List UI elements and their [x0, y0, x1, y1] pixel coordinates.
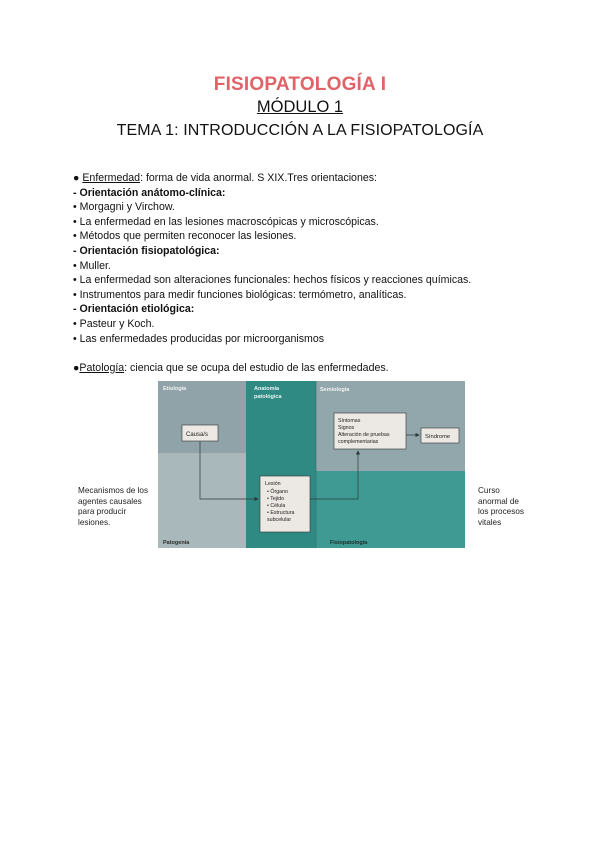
- term-patologia: Patología: [79, 361, 125, 374]
- list-item: • Morgagni y Virchow.: [73, 201, 175, 214]
- pathology-diagram: [158, 381, 465, 548]
- label-etiologia: Etiología: [163, 386, 187, 392]
- topic-title: TEMA 1: INTRODUCCIÓN A LA FISIOPATOLOGÍA: [116, 122, 484, 139]
- text-sindrome: Síndrome: [425, 434, 451, 440]
- list-item: • Instrumentos para medir funciones biológicas: termómetro, analíticas.: [73, 288, 407, 301]
- label-fisiopatologia: Fisiopatología: [330, 540, 368, 546]
- region-fisiopatologia: [316, 471, 465, 548]
- bullet: ●: [73, 172, 80, 184]
- text-sintomas-0: Síntomas: [338, 418, 361, 424]
- label-anatomia-1: Anatomía: [254, 386, 280, 392]
- text-sintomas-1: Signos: [338, 425, 355, 431]
- term-enfermedad: Enfermedad: [82, 172, 141, 184]
- bullet: ●: [73, 361, 80, 374]
- label-patogenia: Patogenia: [163, 540, 190, 546]
- course-title: FISIOPATOLOGÍA I: [213, 74, 387, 95]
- text-sintomas-2: Alteración de pruebas: [338, 432, 390, 438]
- patologia-definition: [73, 361, 543, 376]
- text-causas: Causa/s: [186, 432, 209, 438]
- enfermedad-definition: [73, 171, 543, 186]
- list-item: • La enfermedad en las lesiones macroscópicas y microscópicas.: [73, 215, 379, 228]
- text-lesion-2: • Tejido: [267, 496, 285, 502]
- list-item: • Las enfermedades producidas por microorganismos: [73, 332, 325, 345]
- list-item: • Métodos que permiten reconocer las lesiones.: [73, 230, 297, 243]
- document-body: [73, 171, 543, 375]
- text-lesion-1: • Órgano: [267, 489, 288, 495]
- text-sintomas-3: complementarias: [338, 439, 379, 445]
- text-lesion-5: subcelular: [267, 517, 292, 523]
- module-title: MÓDULO 1: [256, 98, 344, 116]
- text-lesion-0: Lesión: [265, 481, 281, 487]
- text-lesion-4: • Estructura: [267, 510, 295, 516]
- definition-text: : forma de vida anormal. S XIX.Tres orientaciones:: [140, 172, 377, 184]
- section-heading: - Orientación fisiopatológica:: [73, 244, 220, 257]
- label-anatomia-2: patológica: [254, 394, 282, 400]
- section-heading: - Orientación anátomo-clínica:: [73, 186, 226, 199]
- label-semiologia: Semiología: [320, 387, 350, 393]
- left-note: Mecanismos de los agentes causales para producir lesiones.: [78, 486, 149, 527]
- section-heading: - Orientación etiológica:: [73, 303, 195, 316]
- region-patogenia: [158, 453, 246, 548]
- definition-text: : ciencia que se ocupa del estudio de las enfermedades.: [124, 361, 389, 374]
- list-item: • Muller.: [73, 259, 111, 272]
- right-note: Curso anormal de los procesos vitales: [478, 486, 524, 527]
- list-item: • Pasteur y Koch.: [73, 317, 155, 330]
- text-lesion-3: • Célula: [267, 503, 286, 509]
- list-item: • La enfermedad son alteraciones funcionales: hechos físicos y reacciones químicas.: [73, 274, 472, 287]
